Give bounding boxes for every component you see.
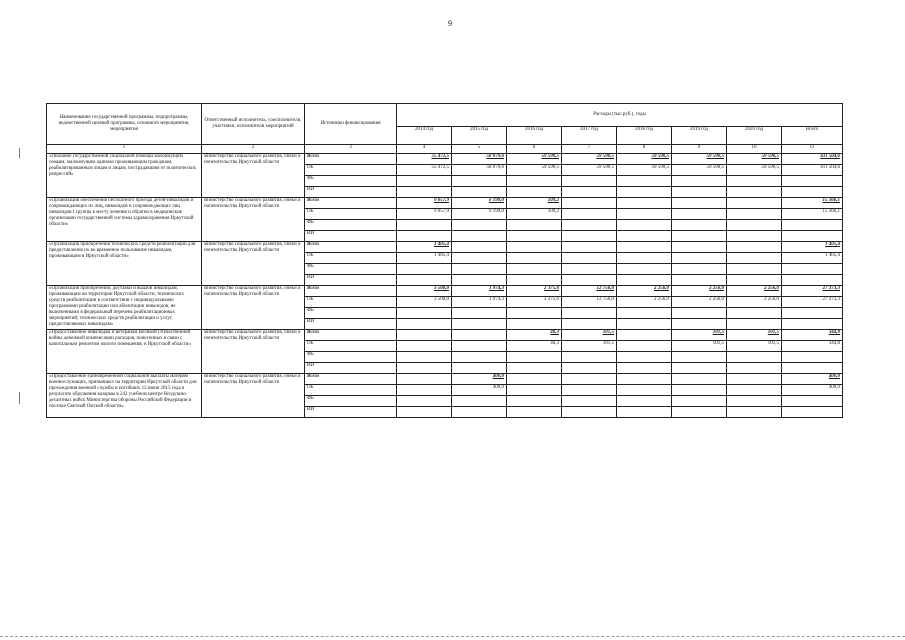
amount-cell [672,231,727,242]
header-year: 2020 год [727,127,782,145]
amount-cell: 12 756,0 [562,297,617,308]
amount-cell: 40,3 [507,341,562,352]
amount-cell [672,352,727,363]
amount-cell: 59 590,5 [617,165,672,176]
amount-cell: 1 974,3 [452,286,507,297]
amount-cell: 15 366,1 [782,198,843,209]
amount-cell [452,231,507,242]
amount-cell [782,231,843,242]
header-year: 2018 год [617,127,672,145]
amount-cell [452,319,507,330]
column-number: 6 [507,145,562,154]
amount-cell [727,187,782,198]
amount-cell: 2 256,0 [727,297,782,308]
column-number: 7 [562,145,617,154]
funding-source: ОБ [305,297,397,308]
funding-source: ФБ [305,352,397,363]
amount-cell [617,319,672,330]
amount-cell [507,187,562,198]
amount-cell: 15 366,1 [782,209,843,220]
amount-cell [452,187,507,198]
activity-executor: министерство социального развития, опеки и попечительства Иркутской области [202,286,305,330]
amount-cell: 1 405,4 [782,242,843,253]
amount-cell [672,220,727,231]
table-row [47,330,843,341]
amount-cell [617,209,672,220]
amount-cell: 59 590,5 [562,154,617,165]
amount-cell [507,319,562,330]
amount-cell: 400,0 [782,385,843,396]
header-year: 2017 год [562,127,617,145]
amount-cell: 2 375,0 [507,297,562,308]
amount-cell [727,253,782,264]
amount-cell [727,396,782,407]
activity-name: «Предоставление инвалидам и ветеранам Великой Отечественной войны денежной компенсации расходов, понесенных в связи с капитальным ремонтом жилого помещения, в Иркутской области» [47,330,202,374]
amount-cell [397,407,452,418]
amount-cell [617,198,672,209]
table-row [47,154,843,165]
amount-cell: 59 590,5 [727,154,782,165]
amount-cell [727,176,782,187]
header-year: 2015 год [452,127,507,145]
amount-cell: 2 256,0 [727,286,782,297]
amount-cell: 400,0 [452,374,507,385]
amount-cell [727,275,782,286]
activity-executor: министерство социального развития, опеки и попечительства Иркутской области [202,154,305,198]
funding-source: ИИ [305,275,397,286]
amount-cell [452,341,507,352]
amount-cell: 59 590,5 [562,165,617,176]
funding-source: ИИ [305,231,397,242]
amount-cell [617,231,672,242]
funding-source: ОБ [305,341,397,352]
amount-cell [617,396,672,407]
header-year: 2014 год [397,127,452,145]
amount-cell [562,231,617,242]
amount-cell [397,396,452,407]
amount-cell: 12 756,0 [562,286,617,297]
funding-source: ИИ [305,187,397,198]
amount-cell [617,253,672,264]
amount-cell: 344,8 [782,341,843,352]
amount-cell [452,308,507,319]
header-executor: Ответственный исполнитель, соисполнители, участники, исполнители мероприятий [202,104,305,145]
column-number: 5 [452,145,507,154]
amount-cell [782,308,843,319]
amount-cell [617,275,672,286]
amount-cell [782,176,843,187]
amount-cell [562,319,617,330]
amount-cell [507,385,562,396]
amount-cell [452,275,507,286]
column-number: 1 [47,145,202,154]
table-row [47,242,843,253]
amount-cell [397,319,452,330]
amount-cell: 59 590,5 [672,154,727,165]
amount-cell [782,363,843,374]
amount-cell: 55 472,5 [397,154,452,165]
column-number: 8 [617,145,672,154]
funding-source: ОБ [305,253,397,264]
amount-cell [562,275,617,286]
amount-cell [672,407,727,418]
amount-cell [672,374,727,385]
amount-cell: 3 500,0 [397,297,452,308]
header-expenses: Расходы (тыс.руб.), годы [397,104,843,127]
amount-cell [452,220,507,231]
funding-source: ОБ [305,165,397,176]
amount-cell: 58 079,6 [452,165,507,176]
amount-cell: 101,5 [672,330,727,341]
amount-cell [507,231,562,242]
amount-cell: 1 405,4 [782,253,843,264]
amount-cell [507,407,562,418]
amount-cell [617,242,672,253]
amount-cell [727,374,782,385]
amount-cell: 27 373,3 [782,297,843,308]
amount-cell [562,187,617,198]
amount-cell [397,275,452,286]
amount-cell: 9 057,9 [397,198,452,209]
page-number: 9 [448,19,452,28]
amount-cell [727,319,782,330]
amount-cell: 9 057,9 [397,209,452,220]
amount-cell [452,407,507,418]
amount-cell [397,330,452,341]
amount-cell [562,396,617,407]
amount-cell: 109,2 [507,198,562,209]
amount-cell [782,275,843,286]
funding-source: Всего [305,374,397,385]
amount-cell [782,352,843,363]
amount-cell [397,220,452,231]
amount-cell [672,385,727,396]
amount-cell [727,198,782,209]
amount-cell [617,363,672,374]
amount-cell: 59 590,5 [672,165,727,176]
amount-cell [672,396,727,407]
funding-source: ФБ [305,308,397,319]
activity-executor: министерство социального развития, опеки и попечительства Иркутской области [202,374,305,418]
amount-cell [507,264,562,275]
amount-cell: 55 472,5 [397,165,452,176]
amount-cell [562,264,617,275]
funding-source: ФБ [305,396,397,407]
amount-cell [617,341,672,352]
amount-cell [782,264,843,275]
amount-cell: 6 199,0 [452,198,507,209]
activity-executor: министерство социального развития, опеки и попечительства Иркутской области [202,330,305,374]
amount-cell [562,198,617,209]
amount-cell: 3 500,0 [397,286,452,297]
amount-cell [452,352,507,363]
funding-source: ИИ [305,363,397,374]
amount-cell [397,363,452,374]
amount-cell [452,242,507,253]
amount-cell [562,242,617,253]
amount-cell [507,396,562,407]
amount-cell [507,352,562,363]
activity-executor: министерство социального развития, опеки и попечительства Иркутской области [202,198,305,242]
amount-cell: 2 256,0 [617,297,672,308]
amount-cell [562,176,617,187]
header-funding-source: Источники финансирования [305,104,397,145]
amount-cell [617,385,672,396]
amount-cell [782,187,843,198]
amount-cell [782,220,843,231]
amount-cell [452,396,507,407]
amount-cell: 59 590,5 [727,165,782,176]
activity-name: «Предоставление единовременной социальной выплаты матерям военнослужащих, призванных на территории Иркутской области для прохождения военной службы и погибших 12 июня 2015 года в результате обрушения казармы в 242 учебном центре Воздушно-десантных войск Министерства обороны Российской Федерации в поселке Светлый Омской области» [47,374,202,418]
amount-cell [562,253,617,264]
amount-cell [672,319,727,330]
amount-cell [562,385,617,396]
amount-cell [617,407,672,418]
funding-source: ОБ [305,209,397,220]
column-number: 3 [305,145,397,154]
amount-cell [452,176,507,187]
amount-cell [617,374,672,385]
amount-cell: 109,2 [507,209,562,220]
amount-cell [562,308,617,319]
amount-cell [727,352,782,363]
amount-cell [672,253,727,264]
amount-cell: 344,8 [782,330,843,341]
amount-cell [672,198,727,209]
funding-source: ИИ [305,407,397,418]
amount-cell: 2 256,0 [672,286,727,297]
amount-cell [507,363,562,374]
column-number: 9 [672,145,727,154]
amount-cell: 58 079,6 [452,154,507,165]
amount-cell [727,385,782,396]
amount-cell [617,308,672,319]
column-number: 10 [727,145,782,154]
amount-cell: 40,3 [507,330,562,341]
funding-source: Всего [305,242,397,253]
amount-cell: 2 256,0 [617,286,672,297]
funding-source: ФБ [305,176,397,187]
amount-cell [672,264,727,275]
amount-cell [617,220,672,231]
header-year: 2019 год [672,127,727,145]
amount-cell [727,407,782,418]
amount-cell [507,242,562,253]
amount-cell [727,209,782,220]
amount-cell [562,209,617,220]
margin-mark [19,392,20,404]
amount-cell: 400,0 [782,374,843,385]
funding-source: Всего [305,286,397,297]
amount-cell: 400,0 [452,385,507,396]
amount-cell [397,385,452,396]
amount-cell [617,176,672,187]
amount-cell: 1 405,4 [397,242,452,253]
header-year: 2016 год [507,127,562,145]
amount-cell [507,220,562,231]
header-program-name: Наименование государственной программы, подпрограммы, ведомственной целевой программы, основного мероприятия, мероприятия [47,104,202,145]
funding-source: Всего [305,198,397,209]
amount-cell [782,407,843,418]
amount-cell: 2 256,0 [672,297,727,308]
amount-cell [507,374,562,385]
budget-table [46,103,843,418]
amount-cell [397,341,452,352]
amount-cell: 1 974,3 [452,297,507,308]
amount-cell [507,253,562,264]
amount-cell [617,330,672,341]
amount-cell [727,264,782,275]
amount-cell [452,253,507,264]
amount-cell [562,363,617,374]
amount-cell [727,242,782,253]
funding-source: Всего [305,330,397,341]
amount-cell [782,396,843,407]
amount-cell: 59 590,5 [617,154,672,165]
amount-cell [672,187,727,198]
amount-cell [562,407,617,418]
amount-cell [727,308,782,319]
amount-cell: 101,5 [727,341,782,352]
amount-cell [672,176,727,187]
amount-cell [672,308,727,319]
amount-cell [617,187,672,198]
table-row [47,198,843,209]
activity-name: «Организация обеспечения бесплатного проезда детей-инвалидов и сопровождающих их лиц, инвалидов и сопровождающих лиц инвалидов I группы к месту лечения и обратно в медицинские организации государственной системы здравоохранения Иркутской области» [47,198,202,242]
funding-source: ФБ [305,220,397,231]
amount-cell: 59 590,5 [507,154,562,165]
amount-cell: 101,5 [727,330,782,341]
amount-cell: 411 504,6 [782,154,843,165]
amount-cell: 27 373,3 [782,286,843,297]
amount-cell [782,319,843,330]
amount-cell [672,242,727,253]
amount-cell: 2 375,0 [507,286,562,297]
amount-cell: 411 504,6 [782,165,843,176]
amount-cell [397,231,452,242]
activity-executor: министерство социального развития, опеки и попечительства Иркутской области [202,242,305,286]
funding-source: ИИ [305,319,397,330]
amount-cell [397,308,452,319]
table-row [47,286,843,297]
amount-cell [507,308,562,319]
amount-cell [397,176,452,187]
activity-name: «Оказание государственной социальной помощи малоимущим семьям, малоимущим одиноко проживающим гражданам, реабилитированным лицам и лицам, пострадавшим от политических репрессий» [47,154,202,198]
table-row [47,374,843,385]
amount-cell [452,330,507,341]
amount-cell [727,363,782,374]
amount-cell: 101,5 [562,341,617,352]
amount-cell [397,352,452,363]
amount-cell [617,352,672,363]
column-number: 4 [397,145,452,154]
amount-cell [562,220,617,231]
scan-edge-line [0,636,905,637]
amount-cell [672,275,727,286]
amount-cell [727,231,782,242]
funding-source: ОБ [305,385,397,396]
amount-cell [672,209,727,220]
amount-cell [562,374,617,385]
amount-cell [452,264,507,275]
column-number: 11 [782,145,843,154]
amount-cell: 101,5 [672,341,727,352]
activity-name: «Организация приобретения технических средств реабилитации для предоставления их во временное пользование инвалидам, проживающим в Иркутской области» [47,242,202,286]
amount-cell [397,374,452,385]
amount-cell [397,187,452,198]
header-year: Всего [782,127,843,145]
column-number: 2 [202,145,305,154]
amount-cell [617,264,672,275]
margin-mark [19,148,20,158]
amount-cell: 1 405,4 [397,253,452,264]
amount-cell: 101,5 [562,330,617,341]
funding-source: Всего [305,154,397,165]
amount-cell [672,363,727,374]
amount-cell [507,176,562,187]
amount-cell [507,275,562,286]
amount-cell [562,352,617,363]
funding-source: ФБ [305,264,397,275]
activity-name: «Организация приобретения, доставки и выдачи инвалидам, проживающим на территории Иркутской области, технических средств реабилитации в соответствии с индивидуальными программами реабилитации или абилитации инвалидов, не включенными в федеральный перечень реабилитационных мероприятий, технических средств реабилитации и услуг, предоставляемых инвалидам» [47,286,202,330]
amount-cell: 6 199,0 [452,209,507,220]
amount-cell: 59 590,5 [507,165,562,176]
amount-cell [727,220,782,231]
amount-cell [397,264,452,275]
amount-cell [452,363,507,374]
